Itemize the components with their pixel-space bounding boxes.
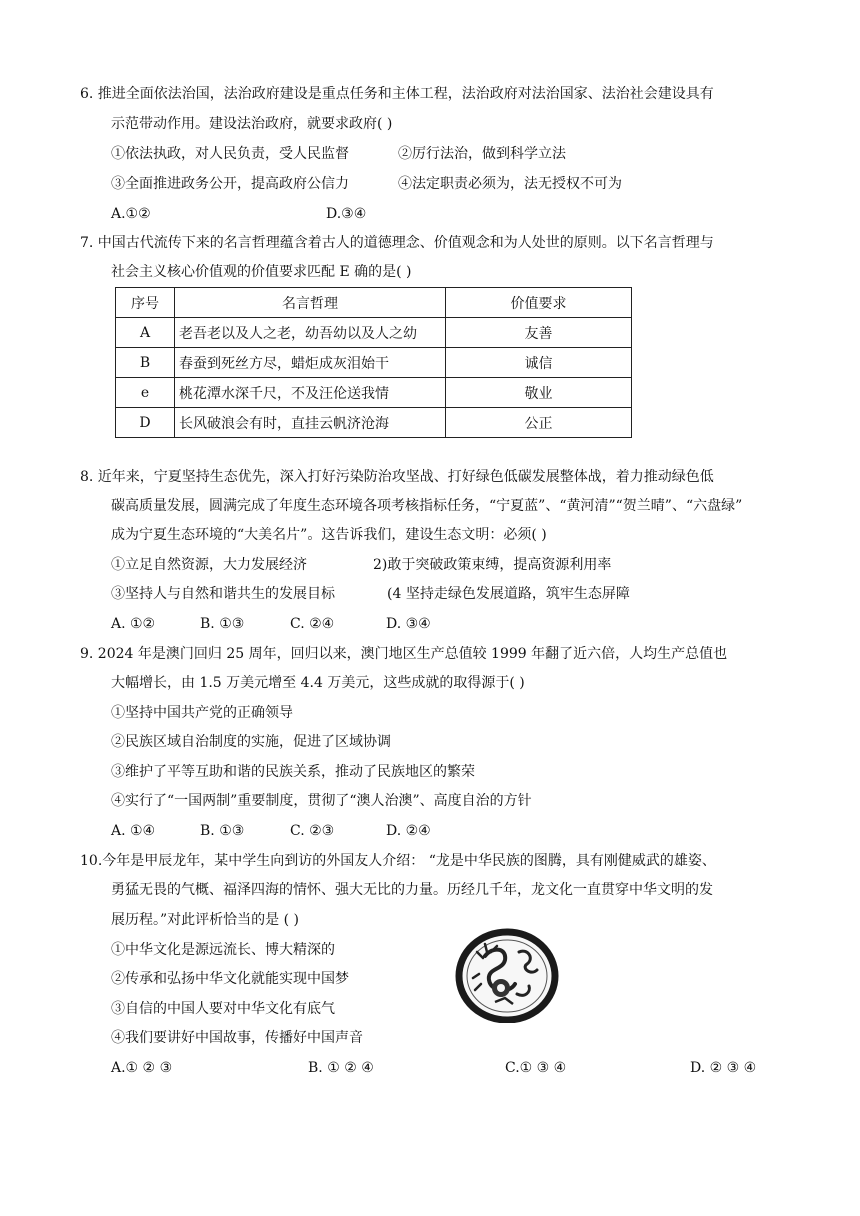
q10-option-c[interactable]: C.① ③ ④ — [505, 1060, 567, 1076]
table-cell: 桃花潭水深千尺，不及汪伦送我情 — [175, 378, 446, 408]
q9-stem-line2: 大幅增长，由 1.5 万美元增至 4.4 万美元，这些成就的取得源于( ) — [111, 675, 525, 691]
q9-statement-4: ④实行了“一国两制”重要制度，贯彻了“澳人治澳”、高度自治的方针 — [111, 793, 532, 809]
q9-statement-3: ③维护了平等互助和谐的民族关系，推动了民族地区的繁荣 — [111, 764, 475, 780]
table-header-cell: 序号 — [116, 288, 175, 318]
q6-option-a[interactable]: A.①② — [111, 206, 151, 222]
q8-statement-3: ③坚持人与自然和谐共生的发展目标 — [111, 586, 335, 602]
table-cell: D — [116, 408, 175, 438]
table-row — [116, 378, 632, 408]
table-cell: 友善 — [446, 318, 632, 348]
table-row — [116, 318, 632, 348]
q10-option-b[interactable]: B. ① ② ④ — [308, 1060, 374, 1076]
table-cell: 老吾老以及人之老，幼吾幼以及人之幼 — [175, 318, 446, 348]
q6-statement-3: ③全面推进政务公开，提高政府公信力 — [111, 176, 349, 192]
q10-statement-3: ③自信的中国人要对中华文化有底气 — [111, 1001, 335, 1017]
q10-stem-line3: 展历程。”对此评析恰当的是 ( ) — [111, 912, 299, 928]
table-cell: B — [116, 348, 175, 378]
q10-statement-4: ④我们要讲好中国故事，传播好中国声音 — [111, 1030, 363, 1046]
q10-stem-line2: 勇猛无畏的气概、福泽四海的情怀、强大无比的力量。历经几千年，龙文化一直贯穿中华文明的发 — [111, 882, 713, 898]
q8-option-d[interactable]: D. ③④ — [386, 616, 431, 632]
table-header-cell: 名言哲理 — [175, 288, 446, 318]
q6-statement-2: ②厉行法治，做到科学立法 — [398, 146, 566, 162]
dragon-seal-image — [455, 928, 560, 1023]
table-cell: 公正 — [446, 408, 632, 438]
q7-table — [115, 287, 632, 438]
q6-option-d[interactable]: D.③④ — [326, 206, 367, 222]
q8-option-b[interactable]: B. ①③ — [200, 616, 245, 632]
q6-stem-line2: 示范带动作用。建设法治政府，就要求政府( ) — [111, 116, 393, 132]
q9-option-a[interactable]: A. ①④ — [111, 823, 156, 839]
q8-statement-4: (4 坚持走绿色发展道路，筑牢生态屏障 — [387, 586, 630, 602]
q9-statement-2: ②民族区域自治制度的实施，促进了区域协调 — [111, 734, 391, 750]
q10-statement-1: ①中华文化是源远流长、博大精深的 — [111, 942, 335, 958]
table-cell: A — [116, 318, 175, 348]
q8-option-a[interactable]: A. ①② — [111, 616, 156, 632]
q10-option-d[interactable]: D. ② ③ ④ — [690, 1060, 757, 1076]
q7-stem-line2: 社会主义核心价值观的价值要求匹配 E 确的是( ) — [111, 264, 412, 280]
q10-statement-2: ②传承和弘扬中华文化就能实现中国梦 — [111, 971, 349, 987]
q10-option-a[interactable]: A.① ② ③ — [111, 1060, 173, 1076]
table-header-row — [116, 288, 632, 318]
q6-stem-line1: 6. 推进全面依法治国，法治政府建设是重点任务和主体工程，法治政府对法治国家、法治社会建设具有 — [80, 86, 714, 102]
q9-option-d[interactable]: D. ②④ — [386, 823, 431, 839]
table-cell: 敬业 — [446, 378, 632, 408]
table-row — [116, 408, 632, 438]
table-header-cell: 价值要求 — [446, 288, 632, 318]
table-cell: 长风破浪会有时，直挂云帆济沧海 — [175, 408, 446, 438]
q8-stem-line3: 成为宁夏生态环境的“大美名片”。这告诉我们，建设生态文明：必须( ) — [111, 527, 547, 543]
q6-statement-1: ①依法执政，对人民负责，受人民监督 — [111, 146, 349, 162]
q6-statement-4: ④法定职责必须为，法无授权不可为 — [398, 176, 622, 192]
q8-option-c[interactable]: C. ②④ — [290, 616, 335, 632]
q8-statement-1: ①立足自然资源，大力发展经济 — [111, 557, 307, 573]
q8-stem-line2: 碳高质量发展，圆满完成了年度生态环境各项考核指标任务，“宁夏蓝”、“黄河清”“贺兰晴”、“六盘绿” — [111, 498, 743, 514]
q9-statement-1: ①坚持中国共产党的正确领导 — [111, 705, 293, 721]
q9-stem-line1: 9. 2024 年是澳门回归 25 周年，回归以来，澳门地区生产总值较 1999 年翻了近六倍，人均生产总值也 — [80, 646, 728, 662]
q8-stem-line1: 8. 近年来，宁夏坚持生态优先，深入打好污染防治攻坚战、打好绿色低碳发展整体战，着力推动绿色低 — [80, 469, 714, 485]
q10-stem-line1: 10.今年是甲辰龙年，某中学生向到访的外国友人介绍： “龙是中华民族的图腾，具有刚健威武的雄姿、 — [80, 853, 716, 869]
table-row — [116, 348, 632, 378]
table-cell: 诚信 — [446, 348, 632, 378]
table-cell: e — [116, 378, 175, 408]
table-cell: 春蚕到死丝方尽，蜡炬成灰泪始干 — [175, 348, 446, 378]
q9-option-b[interactable]: B. ①③ — [200, 823, 245, 839]
q9-option-c[interactable]: C. ②③ — [290, 823, 335, 839]
q8-statement-2: 2)敢于突破政策束缚，提高资源利用率 — [373, 557, 612, 573]
q7-stem-line1: 7. 中国古代流传下来的名言哲理蕴含着古人的道德理念、价值观念和为人处世的原则。以下名言哲理与 — [80, 235, 714, 251]
